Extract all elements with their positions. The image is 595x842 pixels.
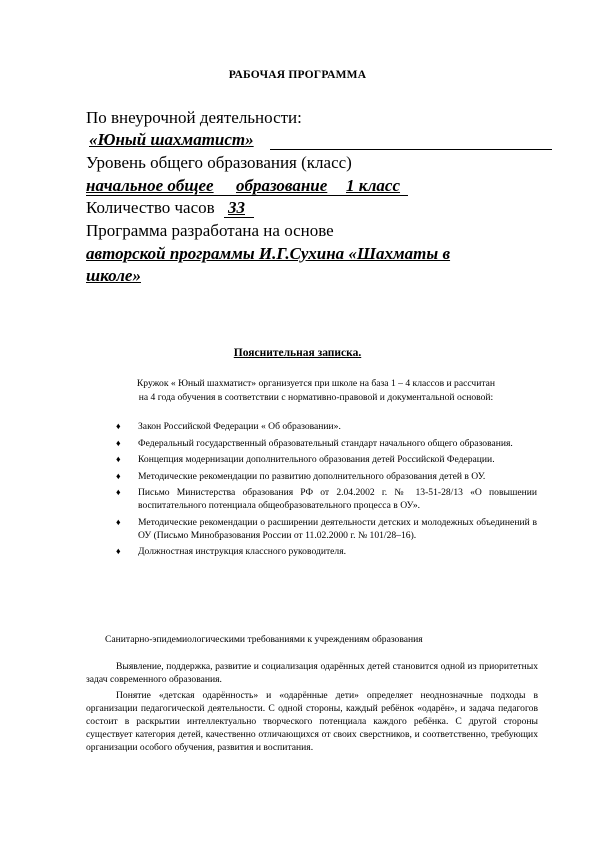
list-item: ♦ Федеральный государственный образовательный стандарт начального общего образования. (116, 437, 513, 449)
intro-text (96, 377, 536, 405)
education-level-part1: начальное общее (86, 176, 214, 195)
list-item: ♦ Закон Российской Федерации « Об образовании». (116, 421, 341, 432)
activity-label: По внеурочной деятельности: (86, 108, 302, 127)
diamond-bullet-icon: ♦ (116, 470, 121, 481)
list-item: ♦ Методические рекомендации о расширении деятельности детских и молодежных объединений в ОУ (Письмо Минобразования России от 11.02.2000 г. № 101/28–16). (116, 516, 537, 541)
list-item: ♦ Концепция модернизации дополнительного образования детей Российской Федерации. (116, 454, 495, 465)
sanpin-line: Санитарно-эпидемиологическими требованиями к учреждениям образования (105, 634, 423, 645)
author-program-line1: авторской программы И.Г.Сухина «Шахматы в (86, 244, 451, 263)
document-title: РАБОЧАЯ ПРОГРАММА (228, 69, 367, 81)
diamond-bullet-icon: ♦ (116, 437, 121, 448)
author-program-line2: школе» (86, 266, 141, 285)
section-title: Пояснительная записка. (233, 347, 362, 359)
education-level-label: Уровень общего образования (класс) (86, 153, 352, 172)
list-item: ♦ Методические рекомендации по развитию дополнительного образования детей в ОУ. (116, 470, 486, 482)
intro-line-2: на 4 года обучения в соответствии с нормативно-правовой и документальной основой: (138, 392, 494, 403)
program-name-underline (270, 149, 552, 150)
hours-underline (224, 217, 254, 218)
paragraph-2: Понятие «детская одарённость» и «одарённые дети» определяет неоднозначные подходы в организации педагогической деятельности. С одной стороны, каждый ребёнок «одарён», и задача педагогов состоит в раскрытии интеллектуально творческого потенциала каждого ребёнка. С другой стороны существует категория детей, качественно отличающихся от своих сверстников, и соответственно, требующих организации особого обучения, развития и воспитания. (86, 690, 538, 753)
list-item: ♦ Письмо Министерства образования РФ от 2.04.2002 г. № 13-51-28/13 «О повышении воспитательного потенциала общеобразовательного процесса в ОУ». (116, 487, 537, 511)
diamond-bullet-icon: ♦ (116, 546, 121, 556)
diamond-bullet-icon: ♦ (116, 487, 121, 497)
diamond-bullet-icon: ♦ (116, 516, 121, 527)
diamond-bullet-icon: ♦ (116, 454, 121, 464)
paragraph-1: Выявление, поддержка, развитие и социализация одарённых детей становится одной из приоритетных задач современного образования. (86, 661, 538, 685)
list-item: ♦ Должностная инструкция классного руководителя. (116, 546, 347, 557)
education-level-underline (86, 195, 408, 196)
hours-label: Количество часов (86, 198, 215, 217)
grade-value: 1 класс (346, 176, 401, 195)
diamond-bullet-icon: ♦ (116, 421, 121, 431)
basis-label: Программа разработана на основе (86, 221, 334, 240)
program-name: «Юный шахматист» (89, 130, 254, 149)
education-level-part2: образование (236, 176, 328, 195)
hours-value: 33 (228, 198, 245, 217)
regulatory-documents-list (116, 420, 537, 562)
intro-line-1: Кружок « Юный шахматист» организуется при школе на база 1 – 4 классов и рассчитан (136, 378, 496, 389)
